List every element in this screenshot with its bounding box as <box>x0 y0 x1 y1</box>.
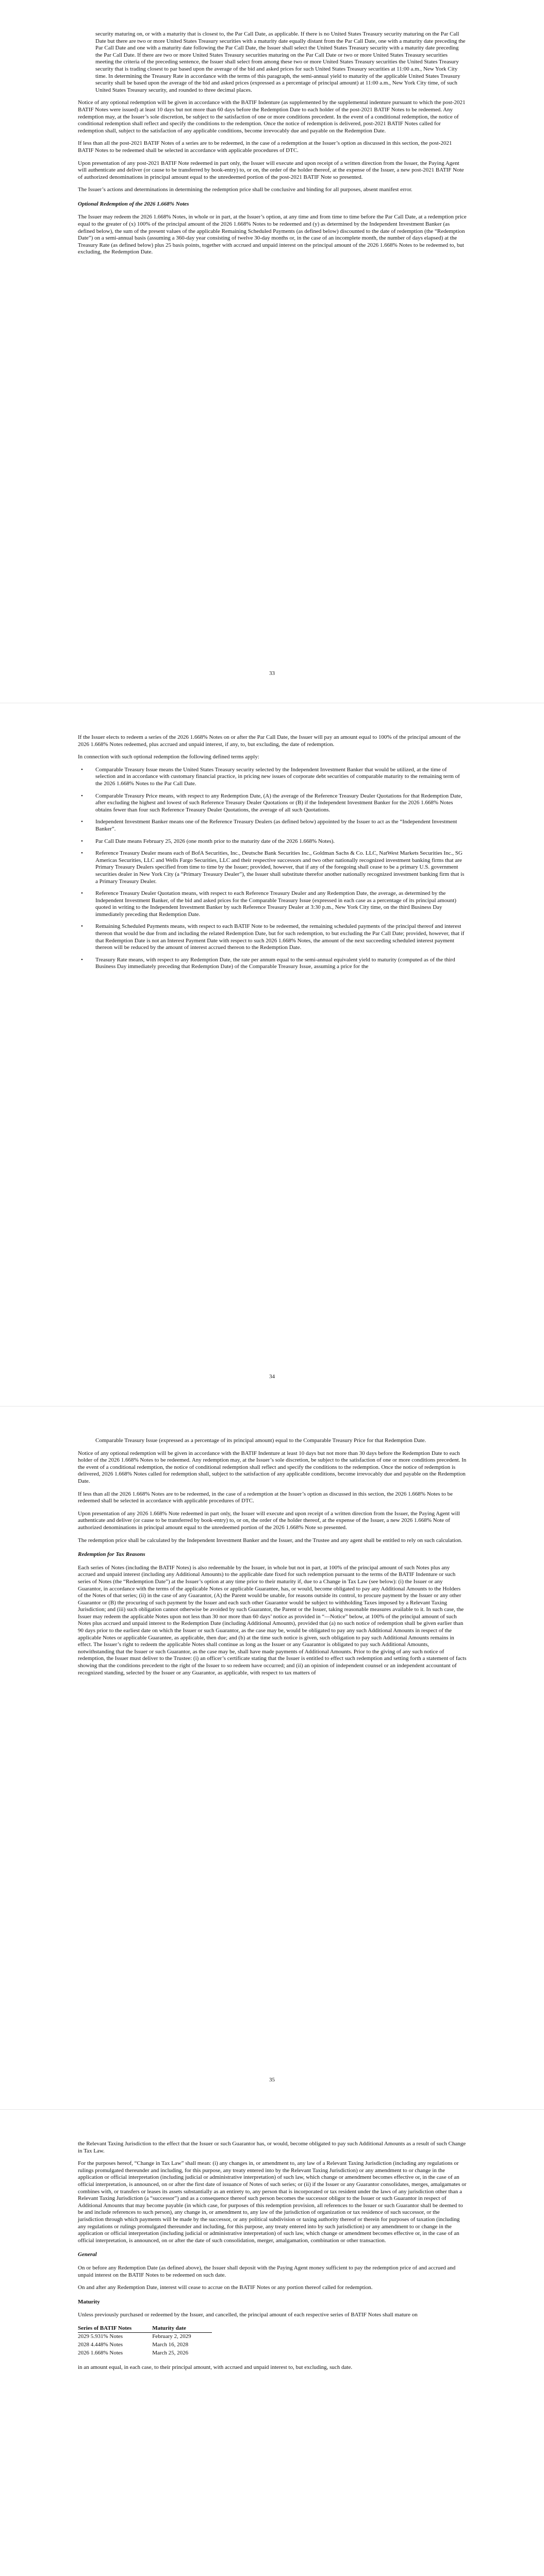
list-item <box>78 890 467 918</box>
document-page-35 <box>0 1406 544 2110</box>
list-item <box>78 923 467 951</box>
document-page-34 <box>0 703 544 1406</box>
table-cell: 2028 4.448% Notes <box>78 2342 123 2348</box>
table-row <box>78 2333 212 2341</box>
paragraph: If less than all the 2026 1.668% Notes are to be redeemed, in the case of a redemption at the Issuer’s option as discussed in this section, the 2026 1.668% Notes to be redeemed shall be selected in accordance with applicable procedures of DTC. <box>78 1490 453 1504</box>
table-row <box>78 2349 212 2358</box>
table-cell: March 16, 2028 <box>152 2342 189 2348</box>
document-page-36 <box>0 2110 544 2576</box>
list-item <box>78 957 467 971</box>
table-cell: March 25, 2026 <box>152 2349 189 2356</box>
paragraph: Notice of any optional redemption will be given in accordance with the BATIF Indenture at least 10 days but not more than 30 days before the Redemption Date to each holder of the 2026 1.668% Notes to be redeemed. Any redemption may, at the Issuer’s sole discretion, be subject to the satisfaction of one or more conditions precedent. In the event of a conditional redemption, the notice of conditional redemption shall reflect and specify the conditions to the redemption. Once the notice of redemption is delivered, 2026 1.668% Notes called for redemption shall, subject to the satisfaction of any applicable conditions, become irrevocably due and payable on the Redemption Date. <box>78 1450 467 1484</box>
document-page-33 <box>0 0 544 703</box>
paragraph: Upon presentation of any 2026 1.668% Note redeemed in part only, the Issuer will execute and upon receipt of a written direction from the Issuer, the Paying Agent will authenticate and deliver (or cause to be transferred by book-entry) to, or on, the order of the holder thereof, at the expense of the Issuer, a new 2026 1.668% Note of authorized denominations in principal amount equal to the unredeemed portion of the 2026 1.668% Note so presented. <box>78 1510 460 1531</box>
list-item <box>78 767 467 788</box>
maturity-table <box>78 2325 212 2357</box>
page-number: 33 <box>269 670 275 677</box>
paragraph: On and after any Redemption Date, interest will cease to accrue on the BATIF Notes or any portion thereof called for redemption. <box>78 2284 373 2291</box>
table-cell: 2026 1.668% Notes <box>78 2349 123 2356</box>
list-item <box>78 793 467 814</box>
definitions-list <box>78 767 467 971</box>
section-heading: Redemption for Tax Reasons <box>78 1551 145 1558</box>
paragraph: In connection with such optional redemption the following defined terms apply: <box>78 754 259 760</box>
paragraph: Unless previously purchased or redeemed by the Issuer, and cancelled, the principal amount of each respective series of BATIF Notes shall mature on <box>78 2312 418 2318</box>
page-number: 34 <box>269 1374 275 1380</box>
paragraph: Each series of Notes (including the BATIF Notes) is also redeemable by the Issuer, in whole but not in part, at 100% of the principal amount of such Notes plus any accrued and unpaid interest (including any Additional Amounts) to the applicable date fixed for such redemption pursuant to the terms of the BATIF Indenture or such series of Notes (the “Redemption Date”) at the Issuer’s option at any time prior to their maturity if, due to a Change in Tax Law (see below): (i) the Issuer or any Guarantor, in accordance with the terms of the applicable Notes or applicable Guarantee, has, or would, become obligated to pay any Additional Amounts to the Holders of the Notes of that series; (ii) in the case of any Guarantor, (A) the Parent would be unable, for reasons outside its control, to procure payment by the Issuer or any other Guarantor or (B) the procuring of such payment by the Issuer and each such other Guarantor would be subject to withholding Taxes imposed by a Relevant Taxing Jurisdiction; and (iii) such obligation cannot otherwise be avoided by such Guarantor, the Parent or the Issuer, taking reasonable measures available to it. In such case, the Issuer may redeem the applicable Notes upon not less than 30 nor more than 60 days’ notice as provided in “—Notice” below, at 100% of the principal amount of such Notes plus accrued and unpaid interest to the Redemption Date (including Additional Amounts), provided that (a) no such notice of redemption shall be given earlier than 90 days prior to the earliest date on which the Issuer or such Guarantor, as the case may be, would be obligated to pay any such Additional Amounts in respect of the applicable Notes or applicable Guarantee, as applicable, then due; and (b) at the time such notice is given, such obligation to pay such Additional Amounts remains in effect. The Issuer’s right to redeem the applicable Notes shall continue as long as the Issuer or any Guarantor is obligated to pay such Additional Amounts, notwithstanding that the Issuer or such Guarantor, as the case may be, shall have made payments of Additional Amounts. Prior to the giving of any such notice of redemption, the Issuer must deliver to the Trustee: (i) an officer’s certificate stating that the Issuer is entitled to effect such redemption and setting forth a statement of facts showing that the conditions precedent to the right of the Issuer to so redeem have occurred; and (ii) an opinion of independent counsel or an independent accountant of recognized standing, selected by the Issuer or any Guarantor, as applicable, with respect to tax matters of <box>78 1564 467 1676</box>
section-heading: Optional Redemption of the 2026 1.668% Notes <box>78 200 189 207</box>
paragraph: security maturing on, or with a maturity that is closest to, the Par Call Date, as applicable. If there is no United States Treasury security maturing on the Par Call Date but there are two or more United States Treasury securities with a maturity date equally distant from the Par Call Date, one with a maturity date preceding the Par Call Date and one with a maturity date following the Par Call Date, the Issuer shall select the United States Treasury security with a maturity date preceding the Par Call Date. If there are two or more United States Treasury securities maturing on the Par Call Date or two or more United States Treasury securities meeting the criteria of the preceding sentence, the Issuer shall select from among these two or more United States Treasury securities the United States Treasury security that is trading closest to par based upon the average of the bid and asked prices for such United States Treasury securities at 11:00 a.m., New York City time. In determining the Treasury Rate in accordance with the terms of this paragraph, the semi-annual yield to maturity of the applicable United States Treasury security shall be based upon the average of the bid and asked prices (expressed as a percentage of principal amount) at 11:00 a.m., New York City time, of such United States Treasury security, and rounded to three decimal places. <box>95 31 466 93</box>
table-cell: 2029 5.931% Notes <box>78 2333 123 2340</box>
list-item <box>78 838 467 845</box>
bullet-icon: • <box>81 956 83 963</box>
bullet-icon: • <box>81 838 83 844</box>
list-item-text: Par Call Date means February 25, 2026 (one month prior to the maturity date of the 2026 1.668% Notes). <box>95 838 335 844</box>
list-item-text: Treasury Rate means, with respect to any Redemption Date, the rate per annum equal to the semi-annual equivalent yield to maturity (computed as of the third Business Day immediately preceding that Redemption Date) of the Comparable Treasury Issue, assuming a price for the <box>95 956 455 970</box>
page-number: 35 <box>269 2077 275 2083</box>
paragraph: Notice of any optional redemption will be given in accordance with the BATIF Indenture (as supplemented by the supplemental indenture pursuant to which the post-2021 BATIF Notes were issued) at least 10 days but not more than 60 days before the Redemption Date to each holder of the post-2021 BATIF Notes to be redeemed. Any redemption may, at the Issuer’s sole discretion, be subject to the satisfaction of one or more conditions precedent. In the event of a conditional redemption, the notice of conditional redemption shall reflect and specify the conditions to the redemption. Once the notice of redemption is delivered, post-2021 BATIF Notes called for redemption shall, subject to the satisfaction of any applicable conditions, become irrevocably due and payable on the Redemption Date. <box>78 99 466 134</box>
paragraph: Upon presentation of any post-2021 BATIF Note redeemed in part only, the Issuer will execute and upon receipt of a written direction from the Issuer, the Paying Agent will authenticate and deliver (or cause to be transferred by book-entry) to, or on, the order of the holder thereof, at the expense of the Issuer, a new post-2021 BATIF Note of authorized denominations in principal amount equal to the unredeemed portion of the post-2021 BATIF Note so presented. <box>78 160 464 180</box>
treasury-rate-continuation <box>95 1437 467 1445</box>
list-item-text: Comparable Treasury Price means, with respect to any Redemption Date, (A) the average of the Reference Treasury Dealer Quotations for that Redemption Date, after excluding the highest and lowest of such Reference Treasury Dealer Quotations or (B) if the Independent Investment Banker for the 2026 1.668% Notes obtains fewer than four such Reference Treasury Dealer Quotations, the average of all such Quotations. <box>95 792 463 813</box>
bullet-icon: • <box>81 766 83 773</box>
paragraph: For the purposes hereof, “Change in Tax Law” shall mean: (i) any changes in, or amendment to, any law of a Relevant Taxing Jurisdiction (including any regulations or rulings promulgated thereunder and including, for this purpose, any treaty entered into by the Relevant Taxing Jurisdiction) or any amendment to or change in the application or official interpretation (including judicial or administrative interpretation) of such law, which change or amendment becomes effective or, in the case of an official interpretation, is announced, on or after the first date of issuance of Notes of such series; or (ii) if the Issuer or any Guarantor consolidates, merges, amalgamates or combines with, or transfers or leases its assets substantially as an entirety to, any person that is incorporated or tax resident under the laws of any jurisdiction other than a Relevant Taxing Jurisdiction (a “successor”) and as a consequence thereof such person becomes the successor obligor to the Issuer or such Guarantor in respect of Additional Amounts that may become payable (in which case, for purposes of this redemption provision, all references to the Issuer or such Guarantor shall be deemed to be and include references to such person), any change in, or amendment to, any law of the jurisdiction of organization or tax residence of such successor, or the jurisdiction through which payments will be made by the successor, or any political subdivision or taxing authority thereof or therein for purposes of taxation (including any regulations or rulings promulgated thereunder and including, for this purpose, any treaty entered into by such jurisdiction) or any amendment to or change in the application or official interpretation (including judicial or administrative interpretation) of such law, which change or amendment becomes effective or, in the case of an official interpretation, is announced, on or after the date of such consolidation, merger, amalgamation, combination or other transaction. <box>78 2160 467 2244</box>
column-header: Series of BATIF Notes <box>78 2325 152 2333</box>
column-header: Maturity date <box>152 2325 211 2333</box>
paragraph: the Relevant Taxing Jurisdiction to the effect that the Issuer or such Guarantor has, or would, become obligated to pay such Additional Amounts as a result of such Change in Tax Law. <box>78 2141 466 2154</box>
list-item-text: Comparable Treasury Issue means the United States Treasury security selected by the Independent Investment Banker that would be utilized, at the time of selection and in accordance with customary financial practice, in pricing new issues of corporate debt securities of comparable maturity to the remaining term of the 2026 1.668% Notes to the Par Call Date. <box>95 766 460 787</box>
paragraph: If the Issuer elects to redeem a series of the 2026 1.668% Notes on or after the Par Call Date, the Issuer will pay an amount equal to 100% of the principal amount of the 2026 1.668% Notes redeemed, plus accrued and unpaid interest, if any, to, but excluding, the date of redemption. <box>78 734 461 748</box>
section-heading: Maturity <box>78 2298 100 2305</box>
paragraph: Comparable Treasury Issue (expressed as a percentage of its principal amount) equal to the Comparable Treasury Price for that Redemption Date. <box>95 1437 426 1444</box>
paragraph: The redemption price shall be calculated by the Independent Investment Banker and the Issuer, and the Trustee and any agent shall be entitled to rely on such calculation. <box>78 1537 463 1544</box>
bullet-icon: • <box>81 923 83 930</box>
paragraph: If less than all the post-2021 BATIF Notes of a series are to be redeemed, in the case of a redemption at the Issuer’s option as discussed in this section, the post-2021 BATIF Notes to be redeemed shall be selected in accordance with applicable procedures of DTC. <box>78 140 452 154</box>
bullet-icon: • <box>81 819 83 825</box>
table-cell: February 2, 2029 <box>152 2333 191 2340</box>
section-heading: General <box>78 2251 97 2258</box>
list-item-text: Reference Treasury Dealer Quotation means, with respect to each Reference Treasury Dealer and any Redemption Date, the average, as determined by the Independent Investment Banker, of the bid and asked prices for the Comparable Treasury Issue (expressed in each case as a percentage of its principal amount) quoted in writing to the Independent Investment Banker by such Reference Treasury Dealer at 3:30 p.m., New York City time, on the third Business Day immediately preceding that Redemption Date. <box>95 890 456 918</box>
paragraph: The Issuer may redeem the 2026 1.668% Notes, in whole or in part, at the Issuer’s option, at any time and from time to time before the Par Call Date, at a redemption price equal to the greater of (x) 100% of the principal amount of the 2026 1.668% Notes to be redeemed and (y) as determined by the Independent Investment Banker (as defined below), the sum of the present values of the applicable Remaining Scheduled Payments (as defined below) discounted to the date of redemption (the “Redemption Date”) on a semi-annual basis (assuming a 360-day year consisting of twelve 30-day months or, in the case of an incomplete month, the number of days elapsed) at the Treasury Rate (as defined below) plus 25 basis points, together with accrued and unpaid interest on the principal amount of the 2026 1.668% Notes to be redeemed to, but excluding, the Redemption Date. <box>78 214 467 256</box>
treasury-rate-continuation <box>95 31 467 94</box>
paragraph: The Issuer’s actions and determinations in determining the redemption price shall be conclusive and binding for all purposes, absent manifest error. <box>78 187 413 193</box>
list-item <box>78 819 467 833</box>
table-header-row <box>78 2325 212 2333</box>
list-item-text: Remaining Scheduled Payments means, with respect to each BATIF Note to be redeemed, the remaining scheduled payments of the principal thereof and interest thereon that would be due from and including the related Redemption Date, but for such redemption, to but excluding the Par Call Date; provided, however, that if that Redemption Date is not an Interest Payment Date with respect to such 2026 1.668% Notes, the amount of the next succeeding scheduled interest payment thereon will be reduced by the amount of interest accrued thereon to the Redemption Date. <box>95 923 465 951</box>
paragraph: in an amount equal, in each case, to their principal amount, with accrued and unpaid interest to, but excluding, such date. <box>78 2364 353 2371</box>
bullet-icon: • <box>81 850 83 857</box>
list-item <box>78 850 467 885</box>
table-row <box>78 2341 212 2349</box>
paragraph: On or before any Redemption Date (as defined above), the Issuer shall deposit with the Paying Agent money sufficient to pay the redemption price of and accrued and unpaid interest on the BATIF Notes to be redeemed on such date. <box>78 2264 456 2278</box>
list-item-text: Independent Investment Banker means one of the Reference Treasury Dealers (as defined below) appointed by the Issuer to act as the “Independent Investment Banker”. <box>95 819 457 832</box>
bullet-icon: • <box>81 890 83 897</box>
list-item-text: Reference Treasury Dealer means each of BofA Securities, Inc., Deutsche Bank Securities Inc., Goldman Sachs & Co. LLC, NatWest Markets Securities Inc., SG Americas Securities, LLC and Wells Fargo Securities, LLC and their respective successors and two other nationally recognized investment banking firms that are Primary Treasury Dealers specified from time to time by the Issuer; provided, however, that if any of the foregoing shall cease to be a primary U.S. government securities dealer in New York City (a “Primary Treasury Dealer”), the Issuer shall substitute therefor another nationally recognized investment banking firm that is a Primary Treasury Dealer. <box>95 850 465 885</box>
bullet-icon: • <box>81 792 83 799</box>
